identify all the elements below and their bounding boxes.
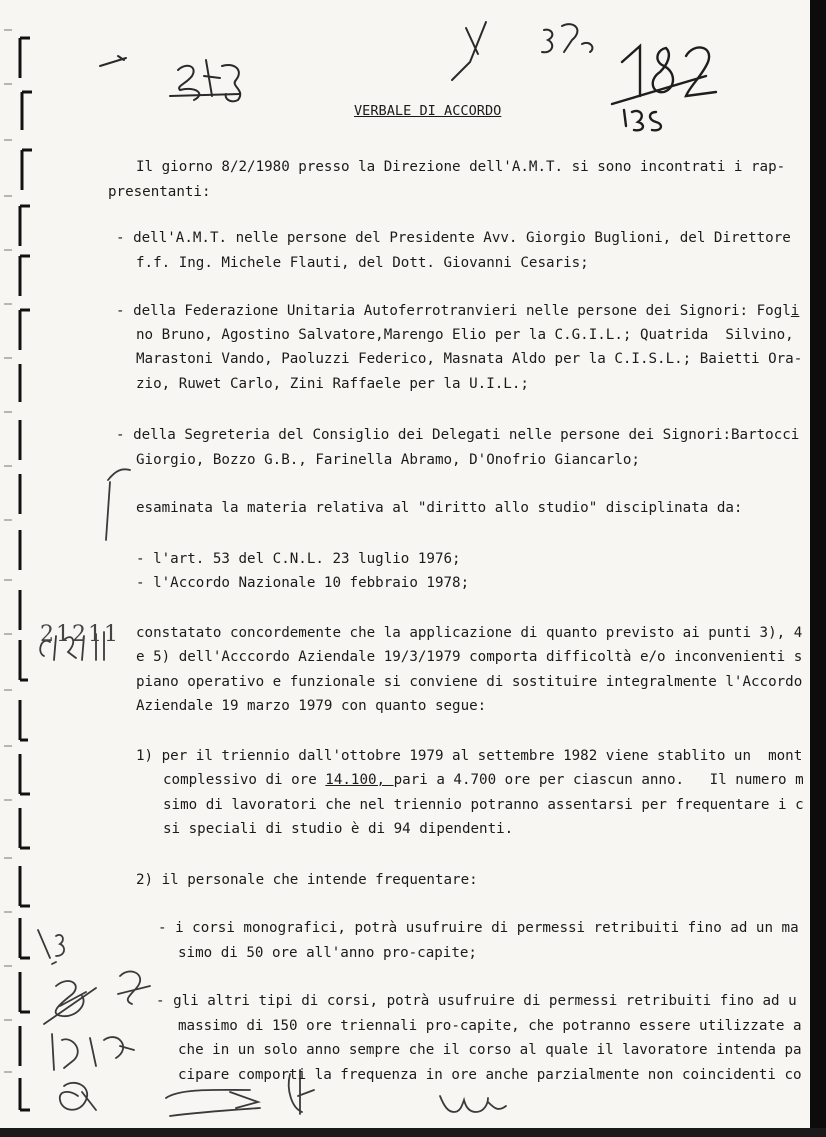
text-line: cipare comporti la frequenza in ore anche parzialmente non coincidenti co [178, 1067, 802, 1083]
margin-stamp: 21211 [40, 622, 120, 647]
text-line [116, 302, 799, 320]
text-span: pari a 4.700 ore per ciascun anno. Il numero m [393, 772, 804, 788]
text-line: - della Segreteria del Consiglio dei Delegati nelle persone dei Signori:Bartocci [116, 427, 800, 443]
text-line: - l'art. 53 del C.N.L. 23 luglio 1976; [136, 551, 461, 567]
text-line: - l'Accordo Nazionale 10 febbraio 1978; [136, 575, 470, 591]
text-line: presentanti: [108, 184, 211, 200]
text-line: f.f. Ing. Michele Flauti, del Dott. Giovanni Cesaris; [136, 255, 589, 271]
text-span-underlined: i [790, 303, 800, 319]
text-line: 2) il personale che intende frequentare: [136, 872, 478, 888]
text-line: si speciali di studio è di 94 dipendenti. [163, 821, 514, 837]
text-line: esaminata la materia relativa al "diritto allo studio" disciplinata da: [136, 500, 743, 516]
text-line: piano operativo e funzionale si conviene di sostituire integralmente l'Accordo [136, 674, 803, 690]
scan-edge-bottom [0, 1128, 826, 1137]
text-span-underlined: 14.100, [325, 772, 394, 788]
text-line: zio, Ruwet Carlo, Zini Raffaele per la U.I.L.; [136, 376, 529, 392]
text-line: - gli altri tipi di corsi, potrà usufruire di permessi retribuiti fino ad u [156, 993, 797, 1009]
text-line: simo di lavoratori che nel triennio potranno assentarsi per frequentare i c [163, 797, 804, 813]
text-line [163, 771, 804, 789]
text-line: Il giorno 8/2/1980 presso la Direzione dell'A.M.T. si sono incontrati i rap- [136, 159, 786, 175]
document-title: VERBALE DI ACCORDO [354, 103, 502, 119]
text-line: - dell'A.M.T. nelle persone del Presidente Avv. Giorgio Buglioni, del Direttore [116, 230, 791, 246]
text-line: Aziendale 19 marzo 1979 con quanto segue: [136, 698, 487, 714]
scan-edge-right [810, 0, 826, 1137]
text-span: - della Federazione Unitaria Autoferrotranvieri nelle persone dei Signori: Fogl [116, 303, 791, 319]
text-line: 1) per il triennio dall'ottobre 1979 al settembre 1982 viene stablito un mont [136, 748, 803, 764]
text-span: complessivo di ore [163, 772, 326, 788]
text-line: Giorgio, Bozzo G.B., Farinella Abramo, D'Onofrio Giancarlo; [136, 452, 640, 468]
text-line: e 5) dell'Acccordo Aziendale 19/3/1979 comporta difficoltà e/o inconvenienti s [136, 649, 803, 665]
text-line: constatato concordemente che la applicazione di quanto previsto ai punti 3), 4 [136, 625, 803, 641]
text-line: simo di 50 ore all'anno pro-capite; [178, 945, 477, 961]
text-line: Marastoni Vando, Paoluzzi Federico, Masnata Aldo per la C.I.S.L.; Baietti Ora- [136, 351, 803, 367]
text-line: no Bruno, Agostino Salvatore,Marengo Elio per la C.G.I.L.; Quatrida Silvino, [136, 327, 794, 343]
text-line: - i corsi monografici, potrà usufruire di permessi retribuiti fino ad un ma [158, 920, 799, 936]
text-line: massimo di 150 ore triennali pro-capite, che potranno essere utilizzate a [178, 1018, 802, 1034]
text-line: che in un solo anno sempre che il corso al quale il lavoratore intenda pa [178, 1042, 802, 1058]
